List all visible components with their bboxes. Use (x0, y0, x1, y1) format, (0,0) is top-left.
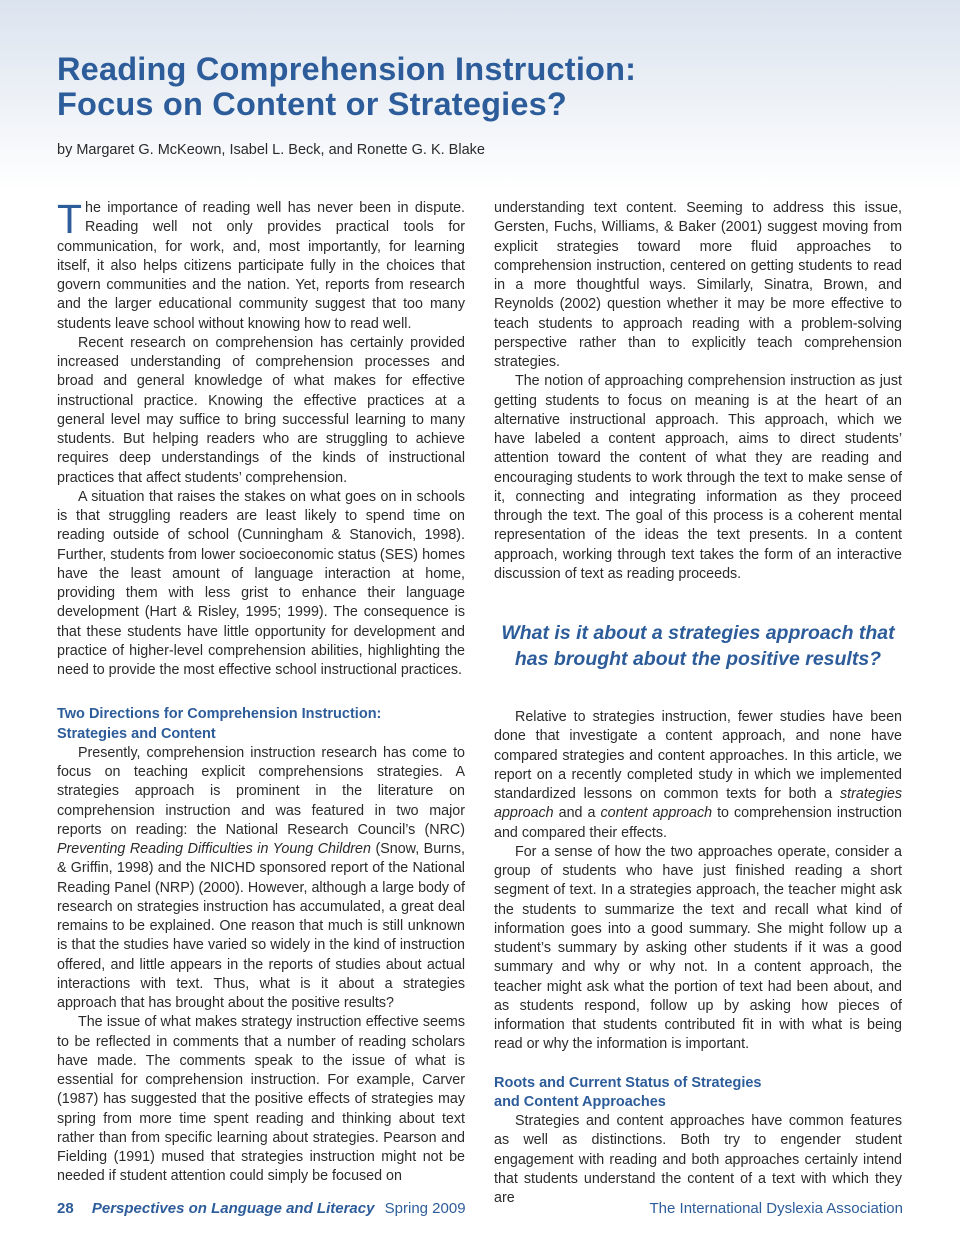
pull-quote (494, 620, 902, 672)
report-title: Preventing Reading Difficulties in Young Children (57, 841, 371, 857)
section-heading (57, 705, 465, 744)
byline: by Margaret G. McKeown, Isabel L. Beck, and Ronette G. K. Blake (57, 142, 485, 158)
paragraph (494, 708, 902, 843)
paragraph: A situation that raises the stakes on what goes on in schools is that struggling readers are least likely to spend time on reading outside of school (Cunningham & Stanovich, 1998). Further, students from lower socioeconomic status (SES) homes have the least amount of language interaction at home, providing them with less grist to enhance their language development (Hart & Risley, 1995; 1999). The consequence is that these students have little opportunity for development and practice of higher-level comprehension abilities, highlighting the need to provide the most effective school instructional practices. (57, 488, 465, 678)
italic-term: content approach (600, 805, 713, 822)
title-line-2: Focus on Content or Strategies? (57, 86, 567, 122)
paragraph (57, 744, 465, 1014)
article-title (57, 52, 917, 122)
page-footer (57, 1200, 903, 1217)
intro-paragraph-text: he importance of reading well has never been in dispute. Reading well not only provides practical tools for communication, for work, and, most importantly, for learning itself, it also helps citizens participate fully in the choices that govern communities and the nation. Yet, reports from research and the larger educational community suggest that too many students leave school without knowing how to read well. (57, 200, 465, 332)
drop-cap: T (57, 196, 83, 242)
journal-title: Perspectives on Language and Literacy (91, 1200, 375, 1217)
paragraph-text: to comprehension instruction and compared their effects. (494, 805, 902, 841)
paragraph: The issue of what makes strategy instruction effective seems to be reflected in comments that a number of reading scholars have made. The comments speak to the issue of what is essential for comprehension instruction. For example, Carver (1987) has suggested that the positive effects of strategies may spring from more time spent reading and thinking about text rather than from specific learning about strategies. Pearson and Fielding (1991) mused that strategies instruction might not be needed if student attention could simply be focused on (57, 1014, 465, 1185)
paragraph-text: Relative to strategies instruction, fewer studies have been done that investigate a content approach, and none have compared strategies and content approaches. In this article, we report on a recently completed study in which we implemented standardized lessons on common texts for both a (494, 709, 902, 802)
section-heading-line-1: Two Directions for Comprehension Instruction: (57, 706, 382, 723)
paragraph: For a sense of how the two approaches operate, consider a group of students who have just finished reading a short segment of text. In a strategies approach, the teacher might ask the students to summarize the text and recall what kind of information goes into a good summary. She might follow up a student’s summary by asking other students if it was a good summary and why or why not. In a content approach, the teacher might ask what the portion of text had been about, and as students respond, follow up by asking how pieces of information that students contributed fit in with what is being read or why the information is important. (494, 843, 902, 1053)
pull-quote-line-1: What is it about a strategies approach that (501, 622, 895, 644)
intro-paragraph (57, 196, 465, 334)
issue-season: Spring 2009 (384, 1200, 466, 1217)
paragraph: Recent research on comprehension has certainly provided increased understanding of comprehension processes and broad and general knowledge of what makes for effective instructional practice. Knowing the effective practices at a general level may suffice to bring successful learning to many students. But helping readers who are struggling to achieve requires deep understandings of the kinds of instructional practices that affect students’ comprehension. (57, 334, 465, 486)
paragraph-text: and a (553, 805, 601, 822)
pull-quote-line-2: has brought about the positive results? (514, 648, 882, 670)
section-heading (494, 1074, 902, 1113)
organization-name: The International Dyslexia Association (649, 1200, 903, 1217)
paragraph: understanding text content. Seeming to address this issue, Gersten, Fuchs, Williams, & Baker (2001) suggest moving from explicit strategies toward more fluid approaches to comprehension instruction, centered on getting students to read in a more thoughtful ways. Similarly, Sinatra, Brown, and Reynolds (2002) question whether it may be more effective to teach students to approach reading with a problem-solving perspective rather than to explicitly teach comprehension strategies. (494, 200, 902, 370)
left-column (57, 196, 465, 1187)
section-heading-line-2: and Content Approaches (494, 1093, 666, 1110)
paragraph-text: (Snow, Burns, & Griffin, 1998) and the NICHD sponsored report of the National Reading Panel (NRP) (2000). However, although a large body of research on strategies instruction has accumulated, a great deal remains to be explained. One reason that much is still unknown is that the studies have varied so widely in the kind of instruction offered, and little appears in the reports of studies about actual interactions with text. Thus, what is it about a strategies approach that has brought about the positive results? (57, 841, 465, 1011)
title-line-1: Reading Comprehension Instruction: (57, 51, 637, 87)
paragraph-text: Presently, comprehension instruction research has come to focus on teaching explicit comprehensions strategies. A strategies approach is prominent in the literature on comprehension instruction and was featured in two major reports on reading: the National Research Council’s (NRC) (57, 744, 465, 838)
section-heading-line-2: Strategies and Content (57, 725, 216, 742)
right-column (494, 199, 902, 1208)
paragraph: Strategies and content approaches have common features as well as distinctions. Both try to engender student engagement with reading and both approaches certainly intend that students understand the content of a text with which they are (494, 1113, 902, 1206)
italic-term: strategies approach (494, 786, 902, 822)
page-number: 28 (57, 1200, 74, 1217)
paragraph: The notion of approaching comprehension instruction as just getting students to focus on meaning is at the heart of an alternative instructional approach. This approach, which we have labeled a content approach, aims to direct students’ attention toward the content of what they are reading and encouraging students to work through the text to make sense of it, connecting and integrating information as they proceed through the text. The goal of this process is a coherent mental representation of the ideas the text presents. In a content approach, working through text takes the form of an interactive discussion of text as reading proceeds. (494, 373, 902, 582)
section-heading-line-1: Roots and Current Status of Strategies (494, 1074, 762, 1091)
